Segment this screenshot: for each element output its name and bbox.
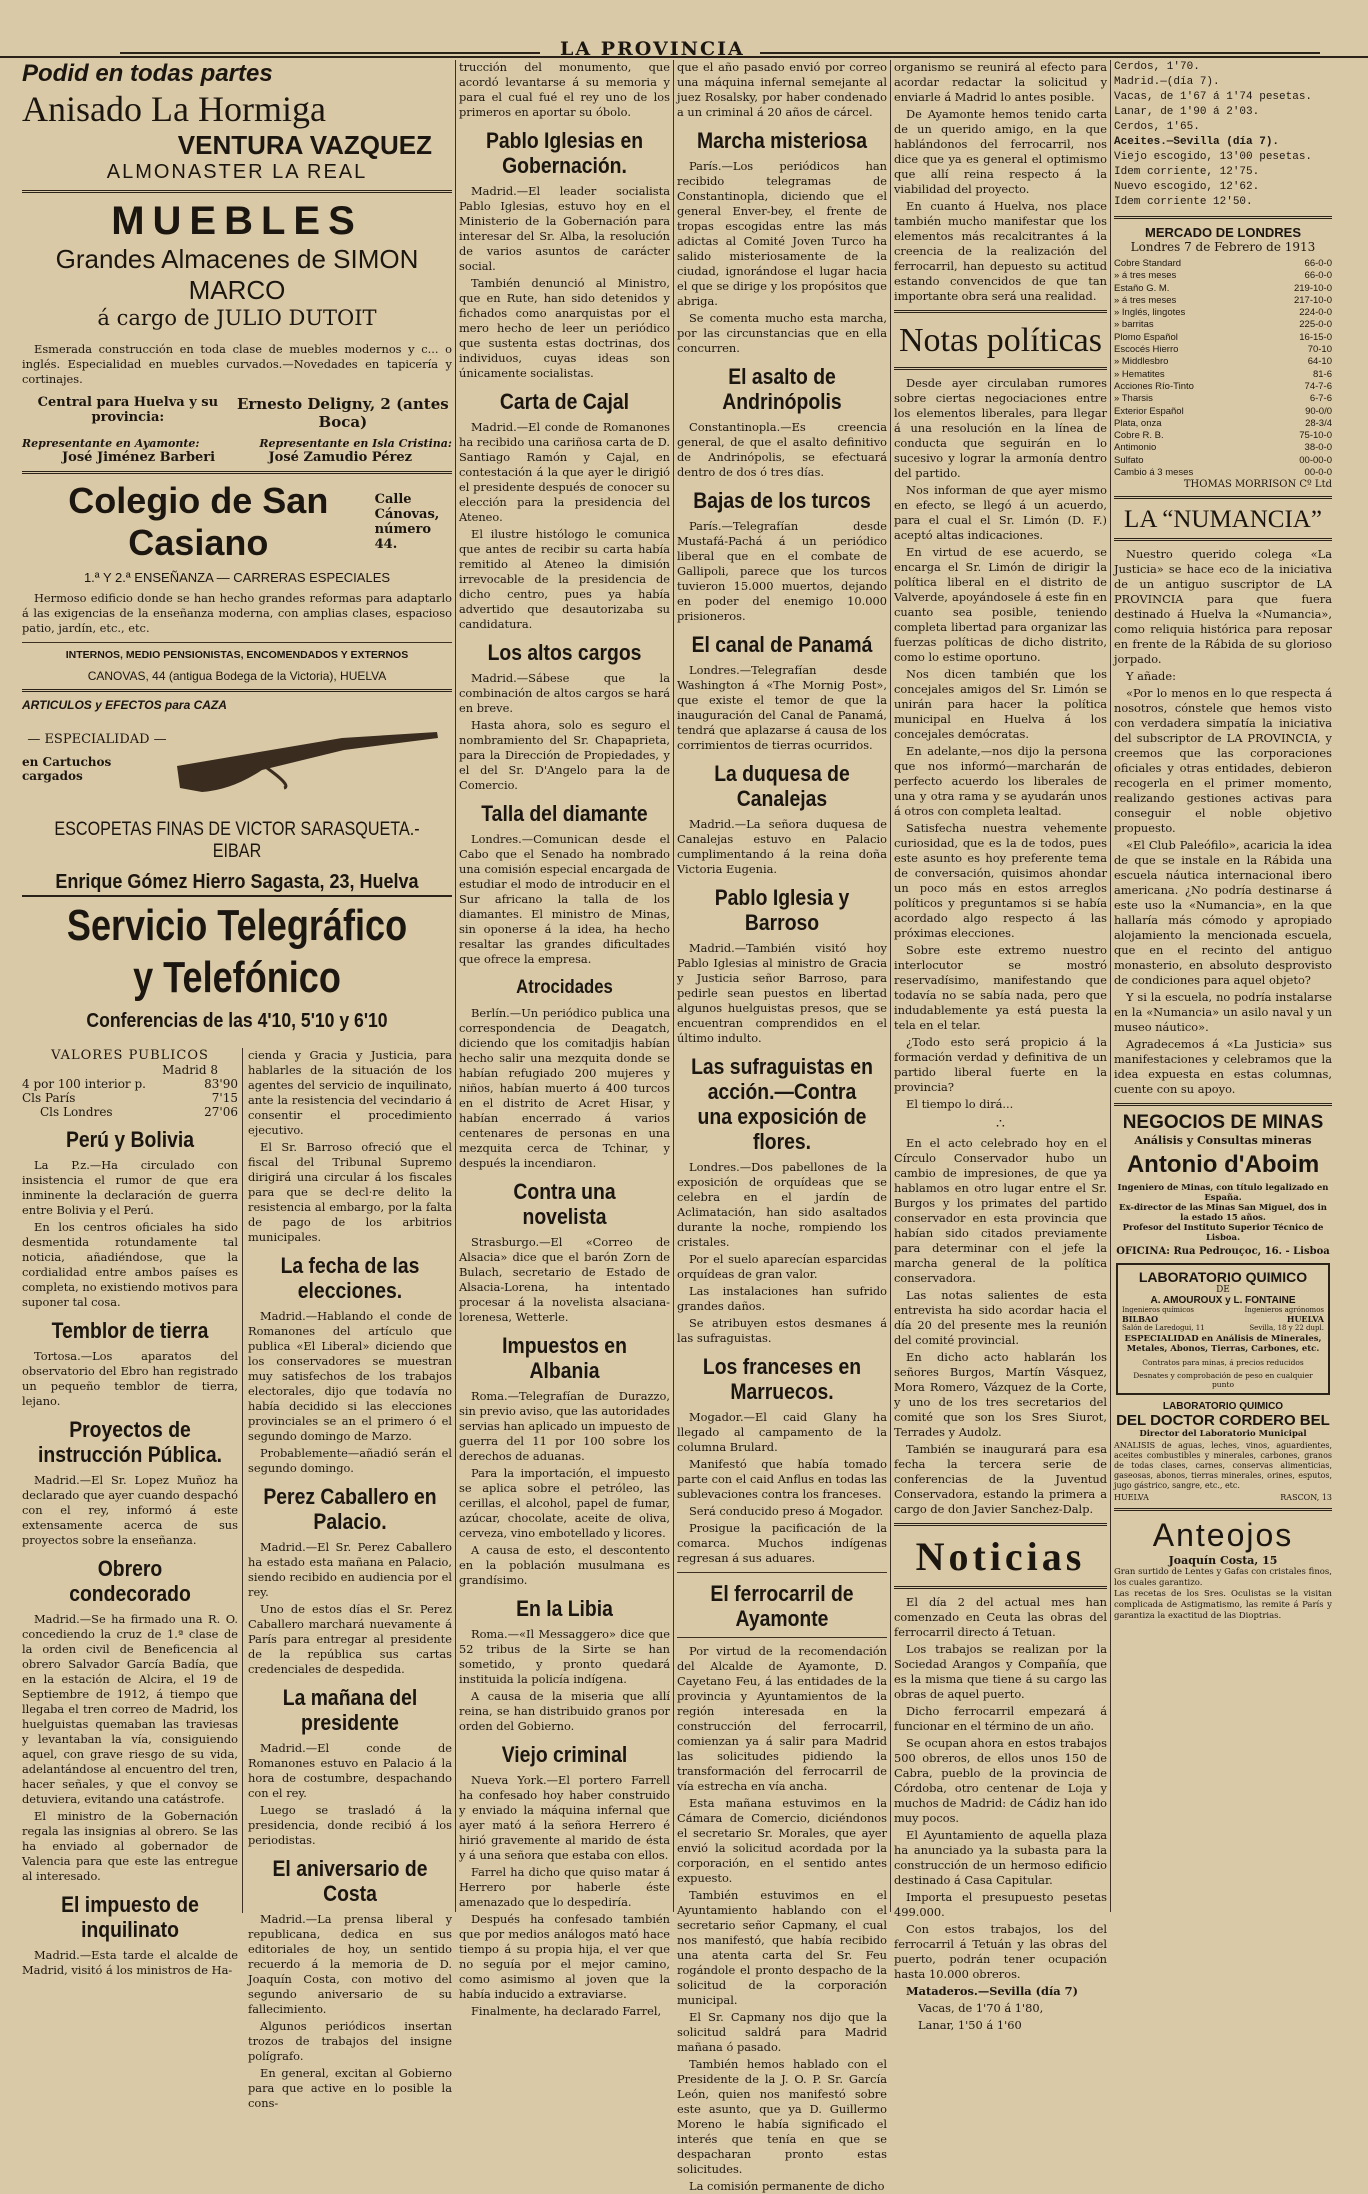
ad-representatives: Representante en Ayamonte: Representante en Isla Cristina: (22, 437, 452, 450)
school-ad (22, 480, 452, 683)
hunting-ad (22, 698, 452, 893)
article-heading: El ferrocarril de Ayamonte (710, 1581, 854, 1631)
article-heading: El aniversario de Costa (272, 1856, 428, 1906)
news-column-2: cienda y Gracia y Justicia, para hablarles de la situación de los agentes del servicio de inquilinato, ante la resistencia del vecindario á consentir el procedimiento ejecutivo. El Sr. Barroso ofreció que el fiscal del Tribunal Supremo dirigirá una circular á los fiscales para que se decl·re delito la resistencia al embargo, por la falta de pago de los arbitrios municipales. La fecha de las elecciones. Madrid.—Hablando el conde de Romanones del artículo que publica «El Liberal» diciendo que los conservadores se muestran muy satisfechos de los trabajos electorales, dijo que todavía no había decidido si las elecciones provinciales se an el primero ó el segundo domingo de Marzo. Probablemente—añadió serán el segundo domingo. Perez Caballero en Palacio. Madrid.—El Sr. Perez Caballero ha estado esta mañana en Palacio, siendo recibido en audiencia por el rey. Uno de estos días el Sr. Perez Caballero marchará nuevamente á París para entregar al presidente de la república sus cartas credenciales de despedida. La mañana del presidente Madrid.—El conde de Romanones estuvo en Palacio á la hora de costumbre, despachando con el rey. Luego se trasladó á la presidencia, donde recibió á los periodistas. El aniversario de Costa Madrid.—La prensa liberal y republicana, dedica en sus editoriales de hoy, un sentido recuerdo á la memoria de D. Joaquín Costa, con motivo del segundo aniversario de su fallecimiento. Algunos periódicos insertan trozos de trabajos del insigne polígrafo. En general, excitan al Gobierno para que active en lo posible la cons- (248, 1048, 452, 2110)
column-rule (673, 60, 674, 1912)
ad-town: ALMONASTER LA REAL (106, 161, 368, 183)
article-heading: Los franceses en Marruecos. (702, 1354, 862, 1404)
market-row: » Middlesbro 64-10 (1114, 356, 1332, 368)
ad-owner: VENTURA VAZQUEZ (177, 130, 432, 160)
article-heading: Los altos cargos (487, 640, 642, 665)
ad-manager: á cargo de JULIO DUTOIT (97, 306, 377, 330)
market-row: » á tres meses 66-0-0 (1114, 270, 1332, 282)
furniture-ad (22, 199, 452, 465)
market-row: » á tres meses 217-10-0 (1114, 294, 1332, 306)
market-row: Acciones Río-Tinto 74-7-6 (1114, 380, 1332, 392)
ad-school-address: Calle Cánovas, número 44. (374, 492, 440, 552)
ad-school-courses: 1.ª Y 2.ª ENSEÑANZA — CARRERAS ESPECIALES (83, 570, 391, 585)
market-row: Exterior Español 90-0/0 (1114, 405, 1332, 417)
values-row: Cls París 7'15 (22, 1091, 238, 1105)
article-heading: El impuesto de inquilinato (61, 1892, 199, 1942)
article-heading: Talla del diamante (481, 801, 648, 826)
article-heading: Perez Caballero en Palacio. (263, 1484, 437, 1534)
ad-product: Anisado La Hormiga (22, 89, 326, 129)
ad-slogan: Podid en todas partes (22, 60, 273, 87)
article-heading: Carta de Cajal (499, 389, 630, 414)
laboratory-ad: LABORATORIO QUIMICO DE A. AMOUROUX y L. FONTAINE Ingenieros químicos Ingenieros agrónomos BILBAO HUELVA Salón de Laredogui, 11 Sevilla, 18 y 22 dupl. ESPECIALIDAD en Análisis de Minerales, Metales, Abonos, Tierras, Carbones, etc. Contratos para minas, á precios reducidos Desnates y comprobación de peso en cualquier punto (1116, 1263, 1330, 1395)
article-heading: Viejo criminal (501, 1742, 628, 1767)
market-row: Plomo Español 16-15-0 (1114, 331, 1332, 343)
ad-hunting-title: ARTICULOS y EFECTOS para CAZA (22, 698, 227, 712)
ad-school-text: Hermoso edificio donde se han hecho grandes reformas para adaptarlo á las exigencias de la enseñanza moderna, con amplias clases, espacioso patio, jardín, etc., etc. (22, 591, 452, 635)
column-rule (890, 60, 891, 1912)
market-row: » Hematites 81-6 (1114, 368, 1332, 380)
market-row: » Inglés, lingotes 224-0-0 (1114, 307, 1332, 319)
market-row: Cobre R. B. 75-10-0 (1114, 430, 1332, 442)
market-row: » Tharsis 6-7-6 (1114, 393, 1332, 405)
article-heading: Proyectos de instrucción Pública. (38, 1417, 222, 1467)
ad-shotguns: ESCOPETAS FINAS DE VICTOR SARASQUETA.-EIBAR (54, 819, 420, 862)
column-rule (455, 60, 456, 1912)
ad-store: Grandes Almacenes de SIMON MARCO (55, 244, 419, 305)
ad-rep-names: José Jiménez Barberi José Zamudio Pérez (62, 450, 412, 465)
market-row: Estaño G. M. 219-10-0 (1114, 282, 1332, 294)
article-heading: Pablo Iglesias en Gobernación. (485, 128, 644, 178)
ad-school-location: CANOVAS, 44 (antigua Bodega de la Victoria), HUELVA (87, 669, 387, 683)
article-heading: La fecha de las elecciones. (280, 1253, 420, 1303)
article-heading: La mañana del presidente (282, 1685, 418, 1735)
article-heading: Impuestos en Albania (502, 1333, 627, 1383)
section-heading: LA “NUMANCIA” (1124, 506, 1322, 534)
newspaper-title: LA PROVINCIA (560, 38, 745, 60)
market-row: Sulfato 00-00-0 (1114, 454, 1332, 466)
telegraph-subtitle: Conferencias de las 4'10, 5'10 y 6'10 (86, 1010, 388, 1032)
article-heading: Perú y Bolivia (65, 1127, 195, 1152)
market-row: » barritas 225-0-0 (1114, 319, 1332, 331)
article-heading: Bajas de los turcos (693, 488, 871, 513)
market-row: Antimonio 38-0-0 (1114, 442, 1332, 454)
ad-hunting-cartridges: en Cartuchos cargados (22, 755, 112, 783)
ad-school-boarders: INTERNOS, MEDIO PENSIONISTAS, ENCOMENDADOS Y EXTERNOS (65, 649, 409, 661)
eyeglasses-ad: Anteojos Joaquín Costa, 15 Gran surtido de Lentes y Gafas con cristales finos, los cuales garantizo. Las recetas de los Sres. Oculistas se la visitan complicada de Astigmatismo, las remite á París y garantiza la exactitud de las Dioptrias. (1114, 1517, 1332, 1622)
header-rule-right (760, 52, 1320, 54)
news-column-3: trucción del monumento, que acordó levantarse á su memoria y para el cual fué el rey uno de los primeros en aportar su óbolo. Pablo Iglesias en Gobernación. Madrid.—El leader socialista Pablo Iglesias, estuvo hoy en el Ministerio de la Gobernación para interesar del Sr. Alba, la resolución de varios asuntos de carácter social. También denunció al Ministro, que en Rute, han sido detenidos y fichados como anarquistas por el mero hecho de leer un periódico que sustenta estas doctrinas, dos individuos, cuyas ideas son únicamente socialistas. Carta de Cajal Madrid.—El conde de Romanones ha recibido una cariñosa carta de D. Santiago Ramón y Cajal, en contestación á la que ayer le dirigió el presidente después de conocer su elección para la presidencia del Ateneo. El ilustre histólogo le comunica que antes de recibir su carta había remitido al Ateneo la dimisión irrevocable de la presidencia de dicho centro, pues ya había advertido que desautorizaba su candidatura. Los altos cargos Madrid.—Sábese que la combinación de altos cargos se hará en breve. Hasta ahora, solo es seguro el nombramiento del Sr. Chapaprieta, para la Dirección de Propiedades, y el del Sr. D'Angelo para la de Comercio. Talla del diamante Londres.—Comunican desde el Cabo que el Senado ha nombrado una comisión especial encargada de estudiar el modo de introducir en el Sur africano la talla de los diamantes. El ministro de Minas, sin oponerse á la idea, ha hecho resaltar las grandes dificultades que ofrece la empresa. Atrocidades Berlín.—Un periódico publica una correspondencia de Deagatch, diciendo que los comitadjis habían hecho salir una mezquita donde se habían refugiado 200 mujeres y niños, habían muerto á 400 turcos en el distrito de Acret Hisar, y habían encerrado á varios centenares de personas en una mezquita cerca de Tchinar, y después la incendiaron. Contra una novelista Strasburgo.—El «Correo de Alsacia» dice que el barón Zorn de Bulach, secretario de Estado de Alsacia-Lorena, ha intentado procesar á la novelista alsaciana-lorenesa, Wetterle. Impuestos en Albania Roma.—Telegrafían de Durazzo, sin previo aviso, que las autoridades servias han aplicado un impuesto de guerra del 11 por 100 sobre los derechos de aduanas. Para la importación, el impuesto se aplica sobre el petróleo, las cerillas, el alcohol, papel de fumar, azúcar, chocolate, aceite de oliva, cerveza, vino embotellado y licores. A causa de esto, el descontento en la población musulmana es grandísimo. En la Libia Roma.—«Il Messaggero» dice que 52 tribus de la Sirte se han sometido, y pronto quedará instituida la policía indígena. A causa de la miseria que allí reina, se han distribuido granos por orden del Gobierno. Viejo criminal Nueva York.—El portero Farrell ha confesado hoy haber construido y enviado la máquina infernal que ayer mató á la señora Herrero é hirió gravemente al marido de ésta y á una señora que estaba con ellos. Farrel ha dicho que quiso matar á Herrero por haberle éste amenazado que lo despediría. Después ha confesado también que por medios análogos mató hace tiempo á su propia hija, el ver que no seguía por el mejor camino, como asimismo al joven que la había inducido a extraviarse. Finalmente, ha declarado Farrel, (459, 60, 670, 2018)
values-row: Cls Londres 27'06 (40, 1105, 238, 1119)
article-heading: Las sufraguistas en acción.—Contra una exposición de flores. (691, 1054, 873, 1154)
article-heading: Atrocidades (516, 977, 613, 998)
article-heading: El canal de Panamá (691, 632, 873, 657)
values-row: 4 por 100 interior p. 83'90 (22, 1077, 238, 1091)
article-heading: Contra una novelista (513, 1179, 616, 1229)
newspaper-header (0, 30, 1368, 58)
news-column-5: organismo se reunirá al efecto para acordar redactar la solicitud y enviarle á Madrid lo antes posible. De Ayamonte hemos tenido carta de un querido amigo, en la que hablándonos del ferrocarril, nos dice que ya es general el optimismo que allí reina respecto á la viabilidad del proyecto. En cuanto á Huelva, nos place también mucho manifestar que los elementos más recalcitrantes á la creencia de la realización del ferrocarril, han depuesto su actitud estando convencidos de que tan importante obra será una realidad. Notas políticas Desde ayer circulaban rumores sobre ciertas negociaciones entre los elementos liberales, para llegar á una resolución en la línea de conducta que seguirán en lo sucesivo y lograr la armonía dentro del partido. Nos informan de que ayer mismo en efecto, se llegó á un acuerdo, para el cual el Sr. Limón (D. F.) aceptó altas indicaciones. En virtud de ese acuerdo, se encarga el Sr. Limón de dirigir la política liberal en el distrito de Valverde, apoyándosele á este fin en cuanto sea posible, teniendo completa libertad para organizar las fuerzas políticas de dicho distrito, como lo estime oportuno. Nos dicen también que los concejales amigos del Sr. Limón se unirán para hacer la política municipal en Huelva á los concejales demócratas. En adelante,—nos dijo la persona que nos informó—marcharán de perfecto acuerdo los liberales de una y otra rama y se ayudarán unos á otros con completa lealtad. Satisfecha nuestra vehemente curiosidad, que es la de todos, pues este asunto es hoy preferente tema de conversación, quisimos ahondar un poco más en estos arreglos políticos y preguntamos si se había acordado algo respecto á las próximas elecciones. Sobre este extremo nuestro interlocutor se mostró reservadísimo, manifestando que todavía no se sabía nada, pero que indudablemente ya está puesta la tela en el telar. ¿Todo esto será propicio á la formación verdad y definitiva de un partido liberal fuerte en la provincia? El tiempo lo dirá... ∴ En el acto celebrado hoy en el Círculo Conservador hubo un cambio de impresiones, de que ya hablamos en otro lugar entre el Sr. Burgos y los primates del partido conservador en esta provincia que habían sido citados previamente para determinar con el jefe la marcha general de la política conservadora. Las notas salientes de esta entrevista ha sido acordar hacia el día 20 del presente mes la reunión del comité provincial. En dicho acto hablarán los señores Burgos, Martín Vásquez, Mora Romero, Vázquez de la Corte, y uno de los tres secretarios del comité que son los Sres Siurot, Terrades y Audolz. También se inaugurará para esa fecha la tercera serie de conferencias de la Juventud Conservadora, estando la primera a cargo de don Javier Sanchez-Dalp. Noticias El día 2 del actual mes han comenzado en Ceuta las obras del ferrocarril directo á Tetuan. Los trabajos se realizan por la Sociedad Arangos y Compañía, que es la misma que tiene á su cargo las obras de aquel puerto. Dicho ferrocarril empezará á funcionar en el término de un año. Se ocupan ahora en estos trabajos 500 obreros, de ellos unos 150 de Cabra, pueblo de la provincia de Córdoba, otro centenar de Loja y muchos de Madrid: de Cádiz han ido muy pocos. El Ayuntamiento de aquella plaza ha anunciado ya la subasta para la construcción de un hermoso edificio destinado á Casa Capitular. Importa el presupuesto pesetas 499.000. Con estos trabajos, los del ferrocarril á Tetuán y las obras del puerto, podrán tener ocupación hasta 10.000 obreros. Mataderos.—Sevilla (día 7) Vacas, de 1'70 á 1'80, Lanar, 1'50 á 1'60 (894, 60, 1107, 2032)
telegraph-banner (22, 900, 452, 1033)
article-heading: Obrero condecorado (69, 1556, 191, 1606)
market-prices: Cerdos, 1'70. Madrid.—(día 7). Vacas, de 1'67 á 1'74 pesetas. Lanar, de 1'90 á 2'03. Cerdos, 1'65. Aceites.—Sevilla (día 7). Viejo escogido, 13'00 pesetas. Idem corriente, 12'75. Nuevo escogido, 12'62. Idem corriente 12'50. (1114, 61, 1313, 208)
article-heading: Marcha misteriosa (696, 128, 868, 153)
anisado-ad (22, 60, 452, 184)
section-heading: Notas políticas (898, 322, 1103, 359)
news-column-1: VALORES PUBLICOS Madrid 8 4 por 100 interior p. 83'90 Cls París 7'15 Cls Londres 27'06 Perú y Bolivia La P.z.—Ha circulado con insistencia el rumor de que era inminente la declaración de guerra entre Bolivia y el Perú. En los centros oficiales ha sido desmentida rotundamente tal noticia, añadiéndose, que la cordialidad entre ambos países es completa, no existiendo motivos para suponer tal cosa. Temblor de tierra Tortosa.—Los aparatos del observatorio del Ebro han registrado un pequeño temblor de tierra, lejano. Proyectos de instrucción Pública. Madrid.—El Sr. Lopez Muñoz ha declarado que ayer cuando despachó con el rey, informó á este extensamente acerca de sus proyectos sobre la enseñanza. Obrero condecorado Madrid.—Se ha firmado una R. O. concediendo la cruz de 1.ª clase de la orden civil de Beneficencia al obrero Salvador García Badía, que en la estación de Alcira, el 19 de Septiembre de 1912, á tiempo que llegaba el tren correo de Madrid, los huelguistas quemaban las traviesas y levantaban la vía, consiguiendo aquel, con grave riesgo de su vida, adelantándose al encuentro del tren, hacer señales, y que el convoy se detuviera, evitando una catástrofe. El ministro de la Gobernación regala las insignias al obrero. Se las ha enviado al gobernador de Valencia para que este las entregue al interesado. El impuesto de inquilinato Madrid.—Esta tarde el alcalde de Madrid, visitó á los ministros de Ha- (22, 1048, 238, 1977)
mining-ad: NEGOCIOS DE MINAS Análisis y Consultas mineras Antonio d'Aboim Ingeniero de Minas, con título legalizado en España. Ex-director de las Minas San Miguel, dos in la estado 15 años. Profesor del Instituto Superior Técnico de Lisboa. OFICINA: Rua Pedrouçoc, 16. - Lisboa (1116, 1112, 1330, 1258)
shotgun-icon (172, 726, 442, 796)
article-heading: Temblor de tierra (51, 1318, 209, 1343)
header-rule-left (120, 52, 540, 54)
market-row: Cobre Standard 66-0-0 (1114, 258, 1332, 269)
article-heading: La duquesa de Canalejas (714, 761, 850, 811)
ad-hunting-address: Enrique Gómez Hierro Sagasta, 23, Huelva (55, 871, 419, 893)
cordero-lab-ad: LABORATORIO QUIMICO DEL DOCTOR CORDERO BEL Director del Laboratorio Municipal ANALISIS de aguas, leches, vinos, aguardientes, aceites combustibles y minerales, carbones, granos de todas clases, carnes, conservas alimenticias, gaseosas, abonos, tierras minerales, orines, esputos, jugo gástrico, sangre, etc., etc. HUELVA RASCON, 13 (1114, 1401, 1332, 1503)
london-market-title: MERCADO DE LONDRES (1144, 225, 1301, 240)
ad-hunting-specialty: — ESPECIALIDAD — (27, 732, 167, 747)
section-heading: Noticias (915, 1534, 1086, 1579)
article-heading: Pablo Iglesia y Barroso (714, 885, 850, 935)
london-market-table (1114, 258, 1332, 479)
market-row: Cambio á 3 meses 00-0-0 (1114, 467, 1332, 479)
news-column-4: que el año pasado envió por correo una máquina infernal semejante al juez Rosalsky, por haber condenado a un criminal á 20 años de cárcel. Marcha misteriosa París.—Los periódicos han recibido telegramas de Constantinopla, diciendo que el general Enver-bey, el frente de tropas escogidas entre las más adictas al Comité Joven Turco ha salido misteriosamente de la ciudad, ignorándose el lugar hacia el que se dirige y los propósitos que abriga. Se comenta mucho esta marcha, por las circunstancias que en ella concurren. El asalto de Andrinópolis Constantinopla.—Es creencia general, de que el asalto definitivo de Andrinópolis, se efectuará dentro de dos ó tres días. Bajas de los turcos París.—Telegrafían desde Mustafá-Pachá á un periódico liberal que en el combate de Gallipoli, parece que los turcos tuvieron 15.000 muertos, dejando en poder del enemigo 10.000 prisioneros. El canal de Panamá Londres.—Telegrafían desde Washington á «The Mornig Post», que existe el temor de que la inauguración del Canal de Panamá, tendrá que aplazarse á causa de los corrimientos de tierras ocurridos. La duquesa de Canalejas Madrid.—La señora duquesa de Canalejas estuvo en Palacio cumplimentando á la reina doña Victoria Eugenia. Pablo Iglesia y Barroso Madrid.—También visitó hoy Pablo Iglesias al ministro de Gracia y Justicia señor Barroso, para pedirle sean puestos en libertad algunos huelguistas presos, que se encuentran comprendidos en el último indulto. Las sufraguistas en acción.—Contra una exposición de flores. Londres.—Dos pabellones de la exposición de orquídeas que se celebra en el jardín de Aclimatación, han sido asaltados durante la noche, rompiendo los cristales. Por el suelo aparecían esparcidas orquídeas de gran valor. Las instalaciones han sufrido grandes daños. Se atribuyen estos desmanes á las sufraguistas. Los franceses en Marruecos. Mogador.—El caid Glany ha llegado al campamento de la columna Brulard. Manifestó que había tomado parte con el caid Anflus en todas las sublevaciones contra los franceses. Será conducido preso á Mogador. Prosigue la pacificación de la comarca. Muchos indígenas regresan á sus aduares. El ferrocarril de Ayamonte Por virtud de la recomendación del Alcalde de Ayamonte, D. Cayetano Feu, á las entidades de la provincia y Ayuntamientos de la región interesada en la construcción del ferrocarril, comienzan ya á salir para Madrid las solicitudes pidiendo la transformación del ferrocarril de vía estrecha en vía ancha. Esta mañana estuvimos en la Cámara de Comercio, diciéndonos el secretario Sr. Morales, que ayer envió la solicitud acordada por la corporación, en el sentido antes expuesto. También estuvimos en el Ayuntamiento hablando con el secretario señor Capmany, el cual nos manifestó, que había recibido una atenta carta del Sr. Feu rogándole el pronto despacho de la solicitud de la corporación municipal. El Sr. Capmany nos dijo que la solicitud saldrá para Madrid mañana ó pasado. También hemos hablado con el Presidente de la J. O. P. Sr. García León, quien nos manifestó sobre este asunto, que ya D. Guillermo Moreno le había significado el interés que tenía en que se despacharan pronto estas solicitudes. La comisión permanente de dicho (677, 60, 887, 2193)
ad-text: Esmerada construcción en toda clase de muebles modernos y c... o inglés. Especialidad en muebles curvados.—Novedades en tapicería y cortinajes. (22, 342, 452, 386)
news-column-6: Cerdos, 1'70. Madrid.—(día 7). Vacas, de 1'67 á 1'74 pesetas. Lanar, de 1'90 á 2'03. Cerdos, 1'65. Aceites.—Sevilla (día 7). Viejo escogido, 13'00 pesetas. Idem corriente, 12'75. Nuevo escogido, 12'62. Idem corriente 12'50. MERCADO DE LONDRES Londres 7 de Febrero de 1913 Cobre Standard 66-0-0 » á tres meses 66-0-0 Estaño G. M. 219-10-0 » á tres meses 217-10-0 » Inglés, lingotes 224-0-0 » barritas 225-0-0 Plomo Español 16-15-0 Escocés Hierro 70-10 » Middlesbro 64-10 » Hematites 81-6 Acciones Río-Tinto 74-7-6 » Tharsis 6-7-6 Exterior Español 90-0/0 Plata, onza 28-3/4 Cobre R. B. 75-10-0 Antimonio 38-0-0 Sulfato 00-00-0 Cambio á 3 meses 00-0-0 THOMAS MORRISON Cº Ltd LA “NUMANCIA” Nuestro querido colega «La Justicia» se hace eco de la iniciativa de un antiguo suscriptor de LA PROVINCIA para que fuera destinado á Huelva la «Numancia», como reliquia histórica para reposar en frente de la Rábida de su glorioso jorpado. Y añade: «Por lo menos en lo que respecta á nosotros, cónstele que hemos visto con verdadera simpatía la iniciativa del subscriptor de LA PROVINCIA, y creemos que las corporaciones oficiales y otras entidades, debieron recogerla en el primer momento, realizando gestiones activas para conseguir el noble objetivo propuesto. «El Club Paleófilo», acaricia la idea de que se instale en la Rábida una escuela náutica internacional ibero americana. ¿No podría destinarse á este uso la «Numancia», en la que hallaría más cómodo y apropiado alojamiento la mencionada escuela, que en el recinto del antiguo monasterio, en absoluto desprovisto de condiciones para aquel objeto? Y si la escuela, no podría instalarse en la «Numancia» un asilo naval y un museo náutico». Agradecemos á «La Justicia» sus manifestaciones y celebramos que la idea expuesta en estas columnas, cuente con su apoyo. NEGOCIOS DE MINAS Análisis y Consultas mineras Antonio d'Aboim Ingeniero de Minas, con título legalizado en España. Ex-director de las Minas San Miguel, dos in la estado 15 años. Profesor del Instituto Superior Técnico de Lisboa. OFICINA: Rua Pedrouçoc, 16. - Lisboa LABORATORIO QUIMICO DE A. AMOUROUX y L. FONTAINE Ingenieros químicos Ingenieros agrónomos BILBAO HUELVA Salón de Laredogui, 11 Sevilla, 18 y 22 dupl. ESPECIALIDAD en Análisis de Minerales, Metales, Abonos, Tierras, Carbones, etc. Contratos para minas, á precios reducidos Desnates y comprobación de peso en cualquier punto LABORATORIO QUIMICO DEL DOCTOR CORDERO BEL Director del Laboratorio Municipal ANALISIS de aguas, leches, vinos, aguardientes, aceites combustibles y minerales, carbones, granos de todas clases, carnes, conservas alimenticias, gaseosas, abonos, tierras minerales, orines, esputos, jugo gástrico, sangre, etc., etc. HUELVA RASCON, 13 Anteojos Joaquín Costa, 15 Gran surtido de Lentes y Gafas con cristales finos, los cuales garantizo. Las recetas de los Sres. Oculistas se la visitan complicada de Astigmatismo, las remite á París y garantiza la exactitud de las Dioptrias. (1114, 61, 1332, 1622)
column-rule (1110, 60, 1111, 1912)
public-values-title: VALORES PUBLICOS (51, 1048, 209, 1063)
ad-central: Central para Huelva y su provincia: Ernesto Deligny, 2 (antes Boca) (37, 395, 449, 431)
ad-school-name: Colegio de San Casiano (68, 480, 329, 563)
ad-muebles: MUEBLES (111, 199, 363, 243)
article-heading: En la Libia (516, 1596, 613, 1621)
article-heading: El asalto de Andrinópolis (722, 364, 842, 414)
separator-ornament: ∴ (996, 1116, 1005, 1132)
market-row: Plata, onza 28-3/4 (1114, 417, 1332, 429)
market-row: Escocés Hierro 70-10 (1114, 344, 1332, 356)
telegraph-title: Servicio Telegráfico y Telefónico (66, 901, 408, 1002)
